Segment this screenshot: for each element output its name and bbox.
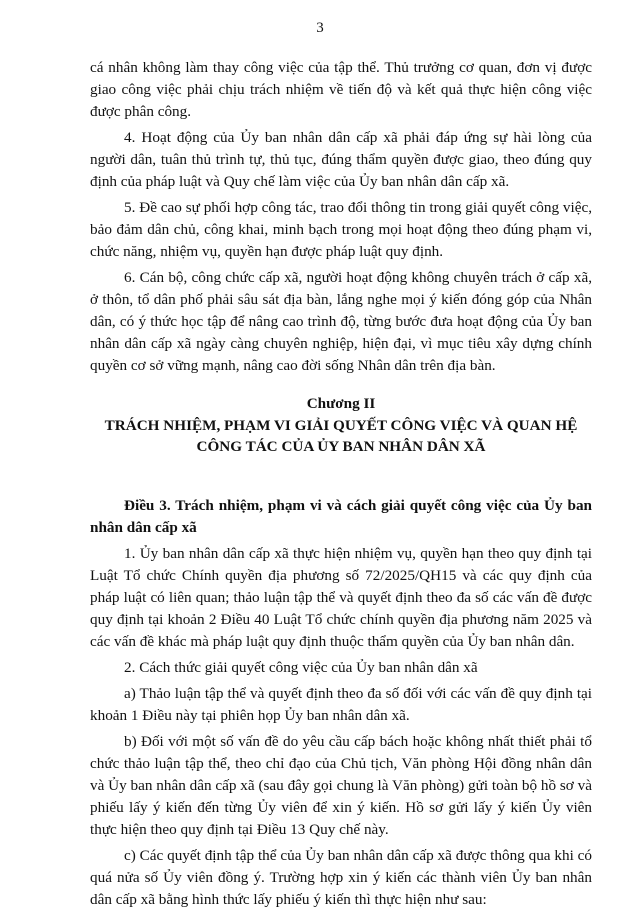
article-heading: Điều 3. Trách nhiệm, phạm vi và cách giải quyết công việc của Ủy ban nhân dân cấp xã: [90, 497, 592, 536]
paragraph-item-4: 4. Hoạt động của Ủy ban nhân dân cấp xã phải đáp ứng sự hài lòng của người dân, tuân thủ trình tự, thủ tục, đúng thẩm quyền được giao, theo đúng quy định của pháp luật và Quy chế làm việc của Ủy ban nhân dân cấp xã.: [90, 129, 592, 190]
paragraph-item-6: 6. Cán bộ, công chức cấp xã, người hoạt động không chuyên trách ở cấp xã, ở thôn, tổ dân phố phải sâu sát địa bàn, lắng nghe mọi ý kiến đóng góp của Nhân dân, có ý thức học tập để nâng cao trình độ, từng bước đưa hoạt động của Ủy ban nhân dân cấp xã ngày càng chuyên nghiệp, hiện đại, vì mục tiêu xây dựng chính quyền cơ sở vững mạnh, nâng cao đời sống Nhân dân trên địa bàn.: [90, 269, 592, 374]
chapter-heading: [90, 393, 592, 457]
paragraph-item-5: 5. Đề cao sự phối hợp công tác, trao đổi thông tin trong giải quyết công việc, bảo đảm dân chủ, công khai, minh bạch trong mọi hoạt động theo đúng phạm vi, chức năng, nhiệm vụ, quyền hạn được pháp luật quy định.: [90, 199, 592, 260]
article-clause-1: 1. Ủy ban nhân dân cấp xã thực hiện nhiệm vụ, quyền hạn theo quy định tại Luật Tổ chức Chính quyền địa phương số 72/2025/QH15 và các quy định của pháp luật có liên quan; thảo luận tập thể và quyết định theo đa số các vấn đề được quy định tại khoản 2 Điều 40 Luật Tổ chức chính quyền địa phương năm 2025 và các vấn đề khác mà pháp luật quy định thuộc thẩm quyền của Ủy ban nhân dân.: [90, 545, 592, 650]
article-point-b: b) Đối với một số vấn đề do yêu cầu cấp bách hoặc không nhất thiết phải tổ chức thảo luận tập thể, theo chỉ đạo của Chủ tịch, Văn phòng Hội đồng nhân dân và Ủy ban nhân dân cấp xã (sau đây gọi chung là Văn phòng) gửi toàn bộ hồ sơ và phiếu lấy ý kiến đến từng Ủy viên để xin ý kiến. Hồ sơ gửi lấy ý kiến Ủy viên thực hiện theo quy định tại Điều 13 Quy chế này.: [90, 733, 592, 838]
article-clause-2: 2. Cách thức giải quyết công việc của Ủy ban nhân dân xã: [124, 659, 478, 676]
chapter-title: TRÁCH NHIỆM, PHẠM VI GIẢI QUYẾT CÔNG VIỆC VÀ QUAN HỆ CÔNG TÁC CỦA ỦY BAN NHÂN DÂN XÃ: [104, 417, 578, 455]
document-body: [90, 57, 592, 915]
chapter-number: Chương II: [306, 395, 376, 412]
page-number: 3: [316, 20, 324, 36]
article-point-a: a) Thảo luận tập thể và quyết định theo đa số đối với các vấn đề quy định tại khoản 1 Điều này tại phiên họp Ủy ban nhân dân xã.: [90, 685, 592, 724]
article-point-c: c) Các quyết định tập thể của Ủy ban nhân dân cấp xã được thông qua khi có quá nửa số Ủy viên đồng ý. Trường hợp xin ý kiến các thành viên Ủy ban nhân dân cấp xã bằng hình thức lấy phiếu ý kiến thì thực hiện như sau:: [90, 847, 592, 908]
paragraph-continuation: cá nhân không làm thay công việc của tập thể. Thủ trưởng cơ quan, đơn vị được giao công việc phải chịu trách nhiệm về tiến độ và kết quả thực hiện công việc được phân công.: [90, 59, 592, 120]
